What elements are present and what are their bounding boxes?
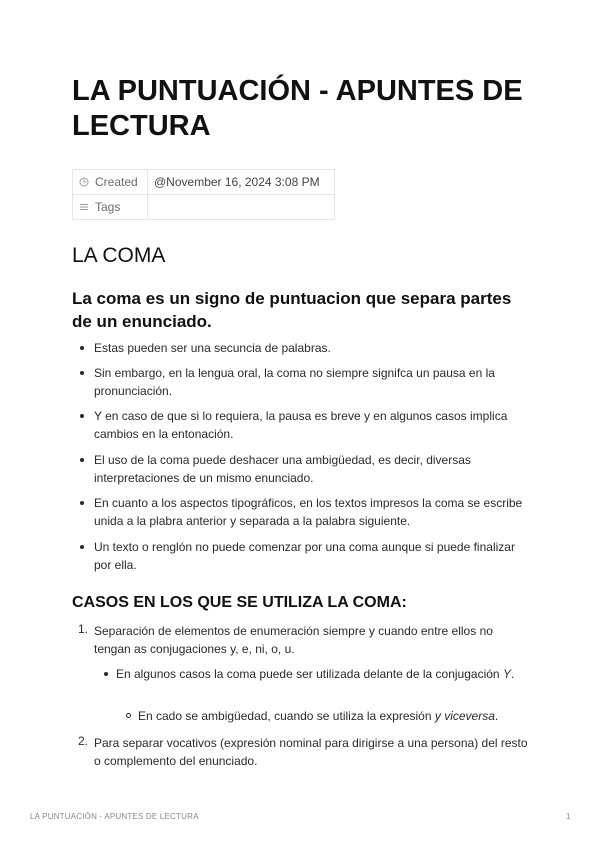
list-item: Estas pueden ser una secuncia de palabras.	[94, 341, 331, 355]
page-title: LA PUNTUACIÓN - APUNTES DE LECTURA	[72, 75, 523, 142]
property-key-tags	[73, 195, 148, 220]
subsub-text: En cado se ambigüedad, cuando se utiliza la expresión	[138, 709, 432, 723]
tags-value[interactable]	[148, 195, 335, 220]
created-label: Created	[95, 175, 138, 189]
section-heading-coma: LA COMA	[72, 244, 166, 267]
created-value: @November 16, 2024 3:08 PM	[148, 170, 335, 195]
subsub-end: .	[494, 709, 499, 723]
list-item: Separación de elementos de enumeración siempre y cuando entre ellos no tengan as conjugaciones y, e, ni, o, u.	[94, 624, 493, 656]
list-item-subsub	[138, 707, 530, 725]
bullet-marker	[80, 458, 84, 462]
list-item: Y en caso de que si lo requiera, la pausa es breve y en algunos casos implica cambios en la entonación.	[94, 409, 508, 441]
footer-page-number: 1	[566, 812, 571, 821]
bullet-marker	[80, 501, 84, 505]
sub-emphasis: Y	[502, 667, 511, 681]
list-item: El uso de la coma puede deshacer una ambigüedad, es decir, diversas interpretaciones de un mismo enunciado.	[94, 453, 471, 485]
property-key-created	[73, 170, 148, 195]
bullet-marker	[80, 346, 84, 350]
property-row-tags	[73, 195, 335, 220]
list-item: Sin embargo, en la lengua oral, la coma no siempre signifca un pausa en la pronunciación.	[94, 366, 495, 398]
section-subheading: La coma es un signo de puntuacion que separa partes de un enunciado.	[72, 289, 512, 331]
sub-end: .	[510, 667, 515, 681]
bullet-marker	[80, 545, 84, 549]
circle-bullet-marker	[126, 713, 131, 718]
list-item: En cuanto a los aspectos tipográficos, en los textos impresos la coma se escribe unida a la plabra anterior y separada a la palabra siguiente.	[94, 496, 523, 528]
bullet-marker	[104, 672, 108, 676]
list-item-sub	[116, 665, 530, 683]
sub-text: En algunos casos la coma puede ser utilizada delante de la conjugación	[116, 667, 500, 681]
list-number: 1.	[78, 622, 89, 636]
list-number: 2.	[78, 734, 89, 748]
bullet-marker	[80, 414, 84, 418]
list-item: Para separar vocativos (expresión nominal para dirigirse a una persona) del resto o complemento del enunciado.	[94, 736, 528, 768]
properties-table	[72, 169, 335, 220]
bullet-marker	[80, 371, 84, 375]
tags-label: Tags	[95, 200, 121, 214]
subsub-emphasis: y viceversa	[434, 709, 495, 723]
footer-title: LA PUNTUACIÓN - APUNTES DE LECTURA	[30, 812, 199, 821]
section-heading-casos: CASOS EN LOS QUE SE UTILIZA LA COMA:	[72, 594, 407, 611]
clock-icon	[79, 177, 89, 187]
list-icon	[79, 202, 89, 212]
property-row-created	[73, 170, 335, 195]
list-item: Un texto o renglón no puede comenzar por una coma aunque si puede finalizar por ella.	[94, 540, 515, 572]
